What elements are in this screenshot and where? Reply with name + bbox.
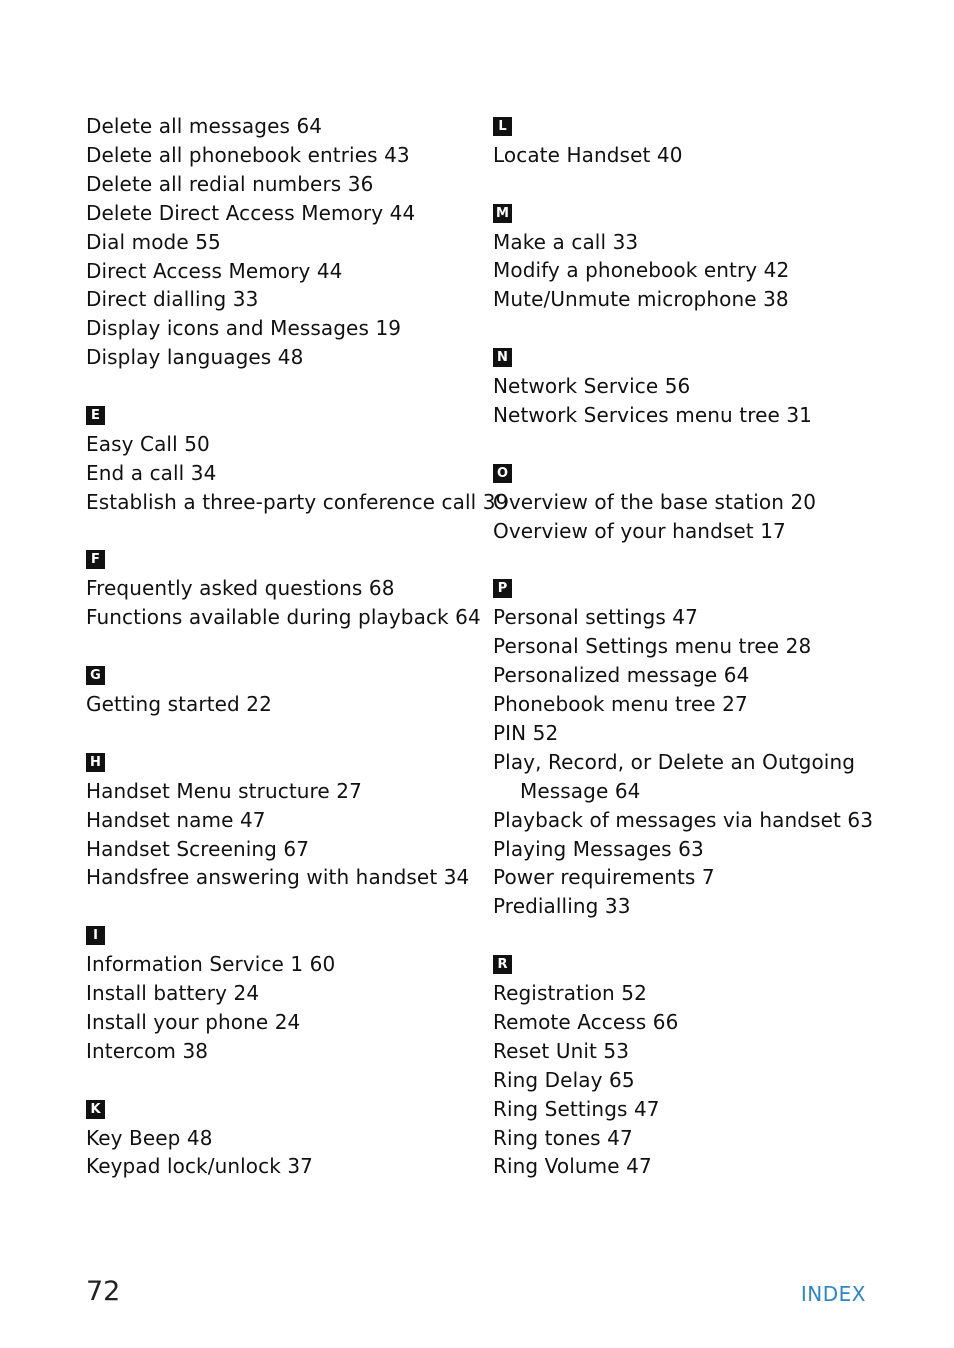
index-group-m: [493, 199, 893, 315]
index-entry: Intercom 38: [86, 1038, 209, 1063]
index-entry-continuation: Message 64: [520, 778, 641, 803]
index-entry: Handset Menu structure 27: [86, 778, 362, 803]
index-entry: Power requirements 7: [493, 865, 715, 890]
letter-badge: M: [493, 204, 512, 223]
index-entry: Delete Direct Access Memory 44: [86, 200, 416, 225]
letter-badge: F: [86, 550, 105, 569]
index-entry: Frequently asked questions 68: [86, 576, 395, 601]
letter-heading: [493, 950, 893, 979]
index-group: [86, 112, 486, 372]
index-group-o: [493, 459, 893, 546]
letter-heading: [493, 199, 893, 228]
letter-heading: [493, 112, 893, 141]
index-entry: Network Services menu tree 31: [493, 402, 812, 427]
index-entry: Display languages 48: [86, 345, 304, 370]
letter-badge: N: [493, 348, 512, 367]
index-entry: [493, 748, 893, 806]
index-entry: Establish a three-party conference call 39: [86, 489, 509, 514]
index-entry: Personal settings 47: [493, 605, 698, 630]
index-entry: Delete all messages 64: [86, 114, 323, 138]
index-entry: Key Beep 48: [86, 1125, 213, 1150]
index-entry: Personalized message 64: [493, 663, 750, 688]
index-entry: Predialling 33: [493, 894, 631, 919]
index-entry: End a call 34: [86, 460, 217, 485]
index-column-right: [493, 112, 893, 1210]
index-entry: Keypad lock/unlock 37: [86, 1154, 314, 1179]
index-entry: Mute/Unmute microphone 38: [493, 287, 789, 312]
index-group-e: [86, 401, 509, 517]
letter-badge: R: [493, 955, 512, 974]
letter-heading: [493, 459, 893, 488]
index-entry: Ring Delay 65: [493, 1067, 635, 1092]
index-group-l: [493, 112, 893, 170]
index-entry: Ring Settings 47: [493, 1096, 660, 1121]
index-group-n: [493, 343, 893, 430]
index-entry: Personal Settings menu tree 28: [493, 634, 812, 659]
letter-badge: P: [493, 579, 512, 598]
index-entry: Reset Unit 53: [493, 1038, 630, 1063]
index-entry: PIN 52: [493, 720, 559, 745]
section-label: INDEX: [800, 1282, 866, 1306]
index-entry: Overview of your handset 17: [493, 518, 786, 543]
index-entry: Network Service 56: [493, 374, 691, 399]
page-number: 72: [86, 1276, 121, 1307]
index-entry: Delete all redial numbers 36: [86, 171, 374, 196]
index-entry: Modify a phonebook entry 42: [493, 258, 790, 283]
index-entry: Delete all phonebook entries 43: [86, 142, 410, 167]
index-group-h: [86, 748, 486, 893]
index-group-f: [86, 546, 486, 633]
index-entry: Registration 52: [493, 981, 647, 1006]
index-entry: Direct Access Memory 44: [86, 258, 343, 283]
letter-badge: K: [86, 1100, 105, 1119]
index-entry: Handset Screening 67: [86, 836, 310, 861]
letter-heading: [86, 748, 486, 777]
letter-heading: [86, 401, 486, 430]
index-entry: Information Service 1 60: [86, 952, 336, 977]
index-column-left: [86, 112, 509, 1210]
index-entry: Easy Call 50: [86, 431, 210, 456]
index-entry: Direct dialling 33: [86, 287, 259, 312]
index-entry: Overview of the base station 20: [493, 489, 817, 514]
letter-heading: [86, 921, 486, 950]
letter-heading: [86, 661, 486, 690]
index-entry: Getting started 22: [86, 692, 272, 717]
index-entry: Phonebook menu tree 27: [493, 691, 748, 716]
index-group-k: [86, 1095, 486, 1182]
index-entry: Functions available during playback 64: [86, 605, 481, 630]
index-entry: Handset name 47: [86, 807, 266, 832]
index-entry: Install battery 24: [86, 981, 260, 1006]
letter-badge: H: [86, 753, 105, 772]
index-entry: Remote Access 66: [493, 1009, 679, 1034]
index-entry: Playing Messages 63: [493, 836, 704, 861]
letter-badge: L: [493, 117, 512, 136]
letter-badge: O: [493, 464, 512, 483]
index-entry-text: Play, Record, or Delete an Outgoing: [493, 749, 856, 774]
index-entry: Ring tones 47: [493, 1125, 633, 1150]
letter-heading: [493, 343, 893, 372]
letter-badge: G: [86, 666, 105, 685]
index-entry: Dial mode 55: [86, 229, 221, 254]
index-group-p: [493, 574, 893, 921]
index-entry: Display icons and Messages 19: [86, 316, 402, 341]
index-entry: Ring Volume 47: [493, 1154, 652, 1179]
index-entry: Locate Handset 40: [493, 142, 683, 167]
index-group-r: [493, 950, 893, 1181]
letter-badge: I: [86, 926, 105, 945]
index-entry: Make a call 33: [493, 229, 639, 254]
letter-badge: E: [86, 406, 105, 425]
letter-heading: [86, 546, 486, 575]
index-entry: Install your phone 24: [86, 1009, 301, 1034]
index-group-g: [86, 661, 486, 719]
index-entry: Handsfree answering with handset 34: [86, 865, 470, 890]
index-entry: Playback of messages via handset 63: [493, 807, 874, 832]
letter-heading: [493, 574, 893, 603]
letter-heading: [86, 1095, 486, 1124]
index-group-i: [86, 921, 486, 1066]
